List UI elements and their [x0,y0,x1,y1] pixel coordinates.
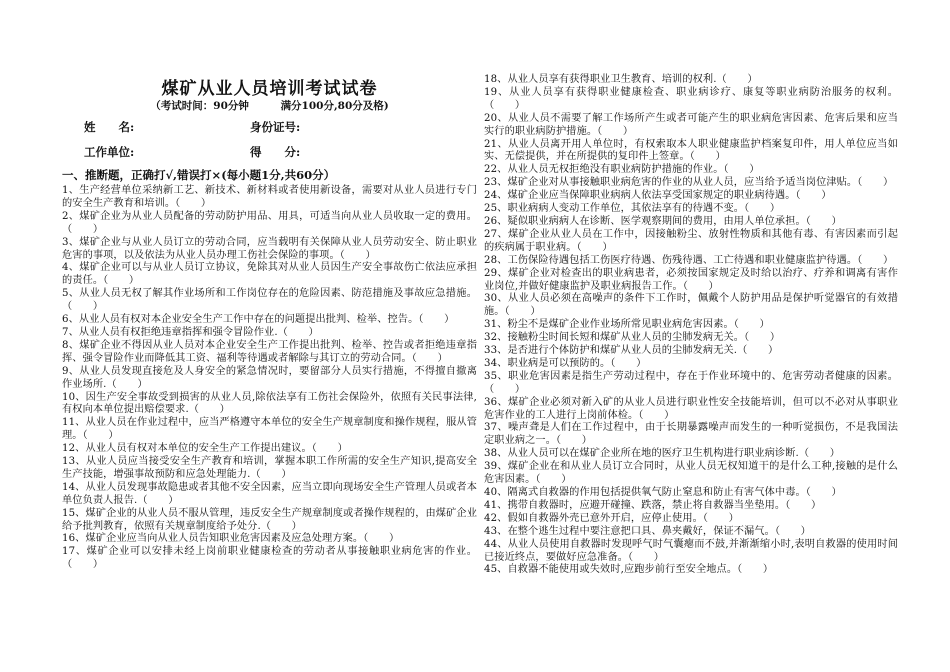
question-item: 42、假如自救器外壳已意外开启，应停止使用。（ ） [484,512,739,524]
id-label: 身份证号: [250,120,301,134]
question-item: 15、煤矿企业的从业人员不服从管理，违反安全生产规章制度或者操作规程的，由煤矿企业给予批判教育，依照有关规章制度给予处分.（ ） [62,507,477,532]
question-item: 38、从业人员可以在煤矿企业所在地的医疗卫生机构进行职业病诊断.（ ） [484,448,840,460]
question-item: 28、工伤保险待遇包括工伤医疗待遇、伤残待遇、工亡待遇和职业健康监护待遇。（ ） [484,254,894,266]
question-item: 33、是否进行个体防护和煤矿从业人员的尘肺发病无关.（ ） [484,345,779,357]
question-item: 3、煤矿企业与从业人员订立的劳动合同，应当载明有关保障从业人员劳动安全、防止职业危害的事项，以及依法为从业人员办理工伤社会保险的事项。（ ） [62,236,477,261]
question-item: 11、从业人员在作业过程中，应当严格遵守本单位的安全生产规章制度和操作规程，服从管理。（ ） [62,417,477,442]
question-item: 36、煤矿企业必须对新入矿的从业人员进行职业性安全技能培训，但可以不必对从事职业危害作业的工人进行上岗前体检。（ ） [484,396,898,421]
question-item: 40、隔离式自救器的作用包括提供氧气防止窒息和防止有害气体中毒。（ ） [484,487,842,498]
question-item: 19、从业人员享有获得职业健康检查、职业病诊疗、康复等职业病防治服务的权利。（ ） [484,86,898,111]
question-item: 17、煤矿企业可以安排未经上岗前职业健康检查的劳动者从事接触职业病危害的作业。（ ） [62,546,477,571]
question-item: 27、煤矿企业从业人员在工作中，因接触粉尘、放射性物质和其他有毒、有害因素而引起的疾病属于职业病。（ ） [484,228,898,253]
question-item: 14、从业人员发现事故隐患或者其他不安全因素，应当立即向现场安全生产管理人员或者本单位负责人报告.（ ） [62,481,477,506]
section-heading: 一、推断题，正确打√,错误打×(每小题1分,共60分） [62,168,336,182]
question-item: 31、粉尘不是煤矿企业作业场所常见职业病危害因素。（ ） [484,319,770,331]
exam-time: （考试时间：90分钟 [150,100,249,112]
question-item: 10、因生产安全事故受到损害的从业人员,除依法享有工伤社会保险外，依照有关民事法律,有权向本单位提出赔偿要求.（ ） [62,391,477,416]
question-item: 2、煤矿企业为从业人员配备的劳动防护用品、用具，可适当向从业人员收取一定的费用。（ ） [62,210,477,235]
question-item: 29、煤矿企业对检查出的职业病患者，必须按国家规定及时给以治疗、疗养和调离有害作业岗位,并做好健康监护及职业病报告工作。（ ） [484,267,898,292]
question-item: 34、职业病是可以预防的。（ ） [484,357,647,369]
question-item: 39、煤矿企业在和从业人员订立合同时，从业人员无权知道干的是什么工种,接触的是什么危害因素。（ ） [484,461,898,486]
question-item: 18、从业人员享有获得职业卫生教育、培训的权利.（ ） [484,74,758,85]
question-item: 6、从业人员有权对本企业安全生产工作中存在的问题提出批判、检举、控告。（ ） [62,314,455,326]
question-list-right [484,74,898,577]
question-item: 32、接触粉尘时间长短和煤矿从业人员的尘肺发病无关。（ ） [484,332,781,344]
unit-label: 工作单位: [84,145,135,159]
question-item: 45、自救器不能使用或失效时,应跑步前行至安全地点。（ ） [484,564,774,576]
name-id-row [62,119,477,135]
question-item: 24、煤矿企业应当保障职业病病人依法享受国家规定的职业病待遇。（ ） [484,190,832,202]
question-item: 8、煤矿企业不得因从业人员对本企业安全生产工作提出批判、检举、控告或者拒绝违章指挥、强令冒险作业而降低其工资、福利等待遇或者解除与其订立的劳动合同。（ ） [62,339,477,364]
question-item: 23、煤矿企业对从事接触职业病危害的作业的从业人员，应当给予适当岗位津贴。（ ） [484,177,894,189]
question-item: 26、疑似职业病病人在诊断、医学观察期间的费用，由用人单位承担。（ ） [484,215,842,227]
question-item: 30、从业人员必须在高噪声的条件下工作时，佩戴个人防护用品是保护听觉器官的有效措施。（ ） [484,293,898,318]
question-item: 44、从业人员使用自救器时发现呼气时气囊瘪而不鼓,并渐渐缩小时,表明自救器的使用时间已接近终点，要做好应急准备。（ ） [484,538,898,563]
question-item: 25、职业病病人变动工作单位，其依法享有的待遇不变。（ ） [484,203,781,215]
question-item: 7、从业人员有权拒绝违章指挥和强令冒险作业.（ ） [62,326,319,338]
question-item: 41、携带自救器时，应避开碰撞、跌落，禁止将自救器当坐垫用。（ ） [484,499,822,511]
exam-title: 煤矿从业人员培训考试试卷 [161,79,378,99]
question-item: 5、从业人员无权了解其作业场所和工作岗位存在的危险因素、防范措施及事故应急措施。（ ） [62,288,477,313]
question-item: 4、煤矿企业可以与从业人员订立协议，免除其对从业人员因生产安全事故伤亡依法应承担的责任。（ ） [62,262,477,287]
question-item: 21、从业人员离开用人单位时，有权索取本人职业健康监护档案复印件，用人单位应当如实、无偿提供，并在所提供的复印件上签章。（ ） [484,138,898,163]
question-item: 13、从业人员应当接受安全生产教育和培训，掌握本职工作所需的安全生产知识,提高安全生产技能，增强事故预防和应急处理能力.（ ） [62,456,477,480]
score-label: 得 分: [250,145,301,159]
question-item: 35、职业危害因素是指生产劳动过程中，存在于作业环境中的、危害劳动者健康的因素。（ ） [484,370,898,395]
question-item: 20、从业人员不需要了解工作场所产生或者可能产生的职业病危害因素、危害后果和应当实行的职业病防护措施。（ ） [484,112,898,137]
score-info: 满分100分,80分及格) [280,100,389,112]
exam-subtitle [62,98,477,113]
question-item: 16、煤矿企业应当向从业人员告知职业危害因素及应急处理方案。（ ） [62,533,400,545]
question-item: 43、在整个逃生过程中要注意把口具、鼻夹戴好，保证不漏气。（ ） [484,525,811,537]
question-list-left [62,185,477,572]
question-item: 12、从业人员有权对本单位的安全生产工作提出建议。（ ） [62,443,348,455]
unit-score-row [62,144,477,160]
question-item: 1、生产经营单位采纳新工艺、新技术、新材料或者使用新设备，需要对从业人员进行专门的安全生产教育和培训。（ ） [62,185,477,209]
question-item: 37、噪声聋是人们在工作过程中，由于长期暴露噪声而发生的一种听觉损伤，不是我国法定职业病之一。（ ） [484,422,898,447]
question-item: 22、从业人员无权拒绝没有职业病防护措施的作业。（ ） [484,164,760,176]
question-item: 9、从业人员发现直接危及人身安全的紧急情况时，要留部分人员实行措施，不得擅自撤离作业场所.（ ） [62,365,477,390]
name-label: 姓 名: [84,120,135,134]
